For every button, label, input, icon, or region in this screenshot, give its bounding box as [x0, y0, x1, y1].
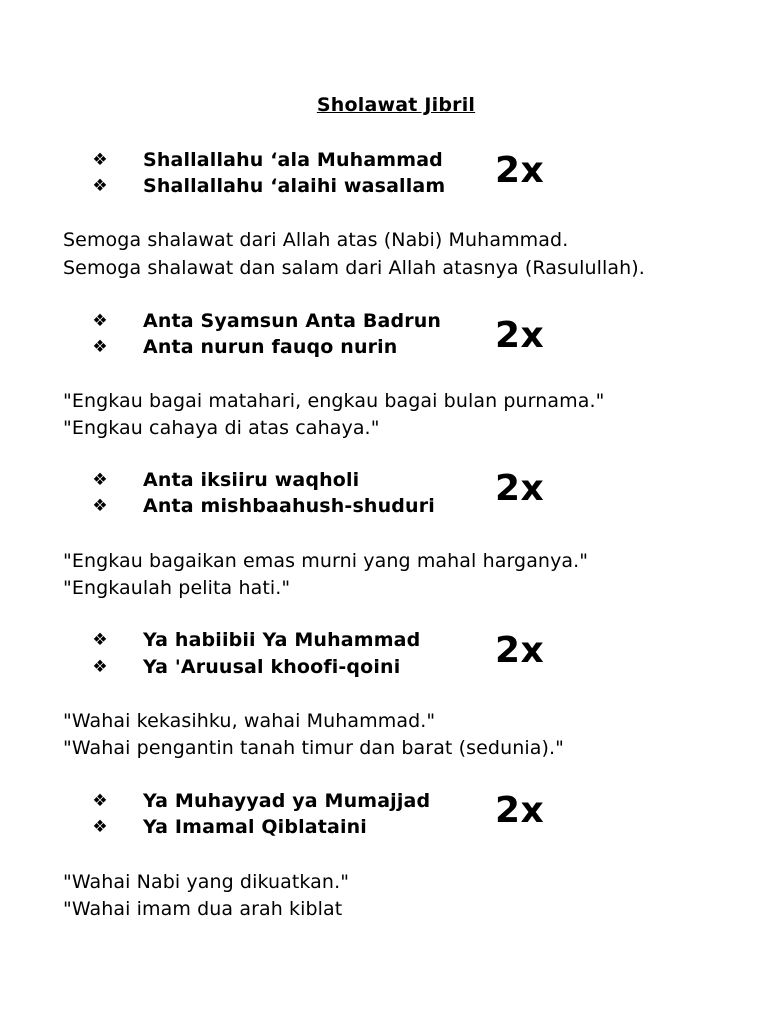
verse-text: Ya habiibii Ya Muhammad: [143, 629, 421, 651]
translation-line: "Wahai imam dua arah kiblat: [63, 898, 343, 920]
translation-line: "Engkaulah pelita hati.": [63, 577, 291, 599]
verse-text: Shallallahu ‘alaihi wasallam: [143, 175, 446, 197]
verse-text: Ya Muhayyad ya Mumajjad: [143, 790, 431, 812]
diamond-bullet-icon: ❖: [92, 176, 108, 196]
translation-line: "Wahai pengantin tanah timur dan barat (sedunia).": [63, 737, 564, 759]
translation-line: "Wahai kekasihku, wahai Muhammad.": [63, 710, 436, 732]
diamond-bullet-icon: ❖: [92, 470, 108, 490]
diamond-bullet-icon: ❖: [92, 496, 108, 516]
diamond-bullet-icon: ❖: [92, 150, 108, 170]
repeat-count: 2x: [495, 790, 545, 831]
page-title: Sholawat Jibril: [316, 94, 476, 116]
translation-line: "Wahai Nabi yang dikuatkan.": [63, 871, 350, 893]
repeat-count: 2x: [495, 630, 545, 671]
verse-text: Ya Imamal Qiblataini: [143, 816, 367, 838]
diamond-bullet-icon: ❖: [92, 817, 108, 837]
verse-text: Anta mishbaahush-shuduri: [143, 495, 435, 517]
translation-line: "Engkau bagaikan emas murni yang mahal harganya.": [63, 550, 589, 572]
diamond-bullet-icon: ❖: [92, 657, 108, 677]
verse-text: Anta Syamsun Anta Badrun: [143, 310, 442, 332]
translation-line: Semoga shalawat dari Allah atas (Nabi) Muhammad.: [63, 229, 569, 251]
diamond-bullet-icon: ❖: [92, 337, 108, 357]
verse-text: Anta nurun fauqo nurin: [143, 336, 398, 358]
translation-line: "Engkau bagai matahari, engkau bagai bulan purnama.": [63, 390, 605, 412]
verse-text: Anta iksiiru waqholi: [143, 469, 360, 491]
repeat-count: 2x: [495, 150, 545, 191]
diamond-bullet-icon: ❖: [92, 791, 108, 811]
repeat-count: 2x: [495, 315, 545, 356]
diamond-bullet-icon: ❖: [92, 630, 108, 650]
verse-text: Shallallahu ‘ala Muhammad: [143, 149, 443, 171]
translation-line: "Engkau cahaya di atas cahaya.": [63, 417, 380, 439]
translation-line: Semoga shalawat dan salam dari Allah atasnya (Rasulullah).: [63, 257, 645, 279]
repeat-count: 2x: [495, 468, 545, 509]
verse-text: Ya 'Aruusal khoofi-qoini: [143, 656, 401, 678]
diamond-bullet-icon: ❖: [92, 311, 108, 331]
